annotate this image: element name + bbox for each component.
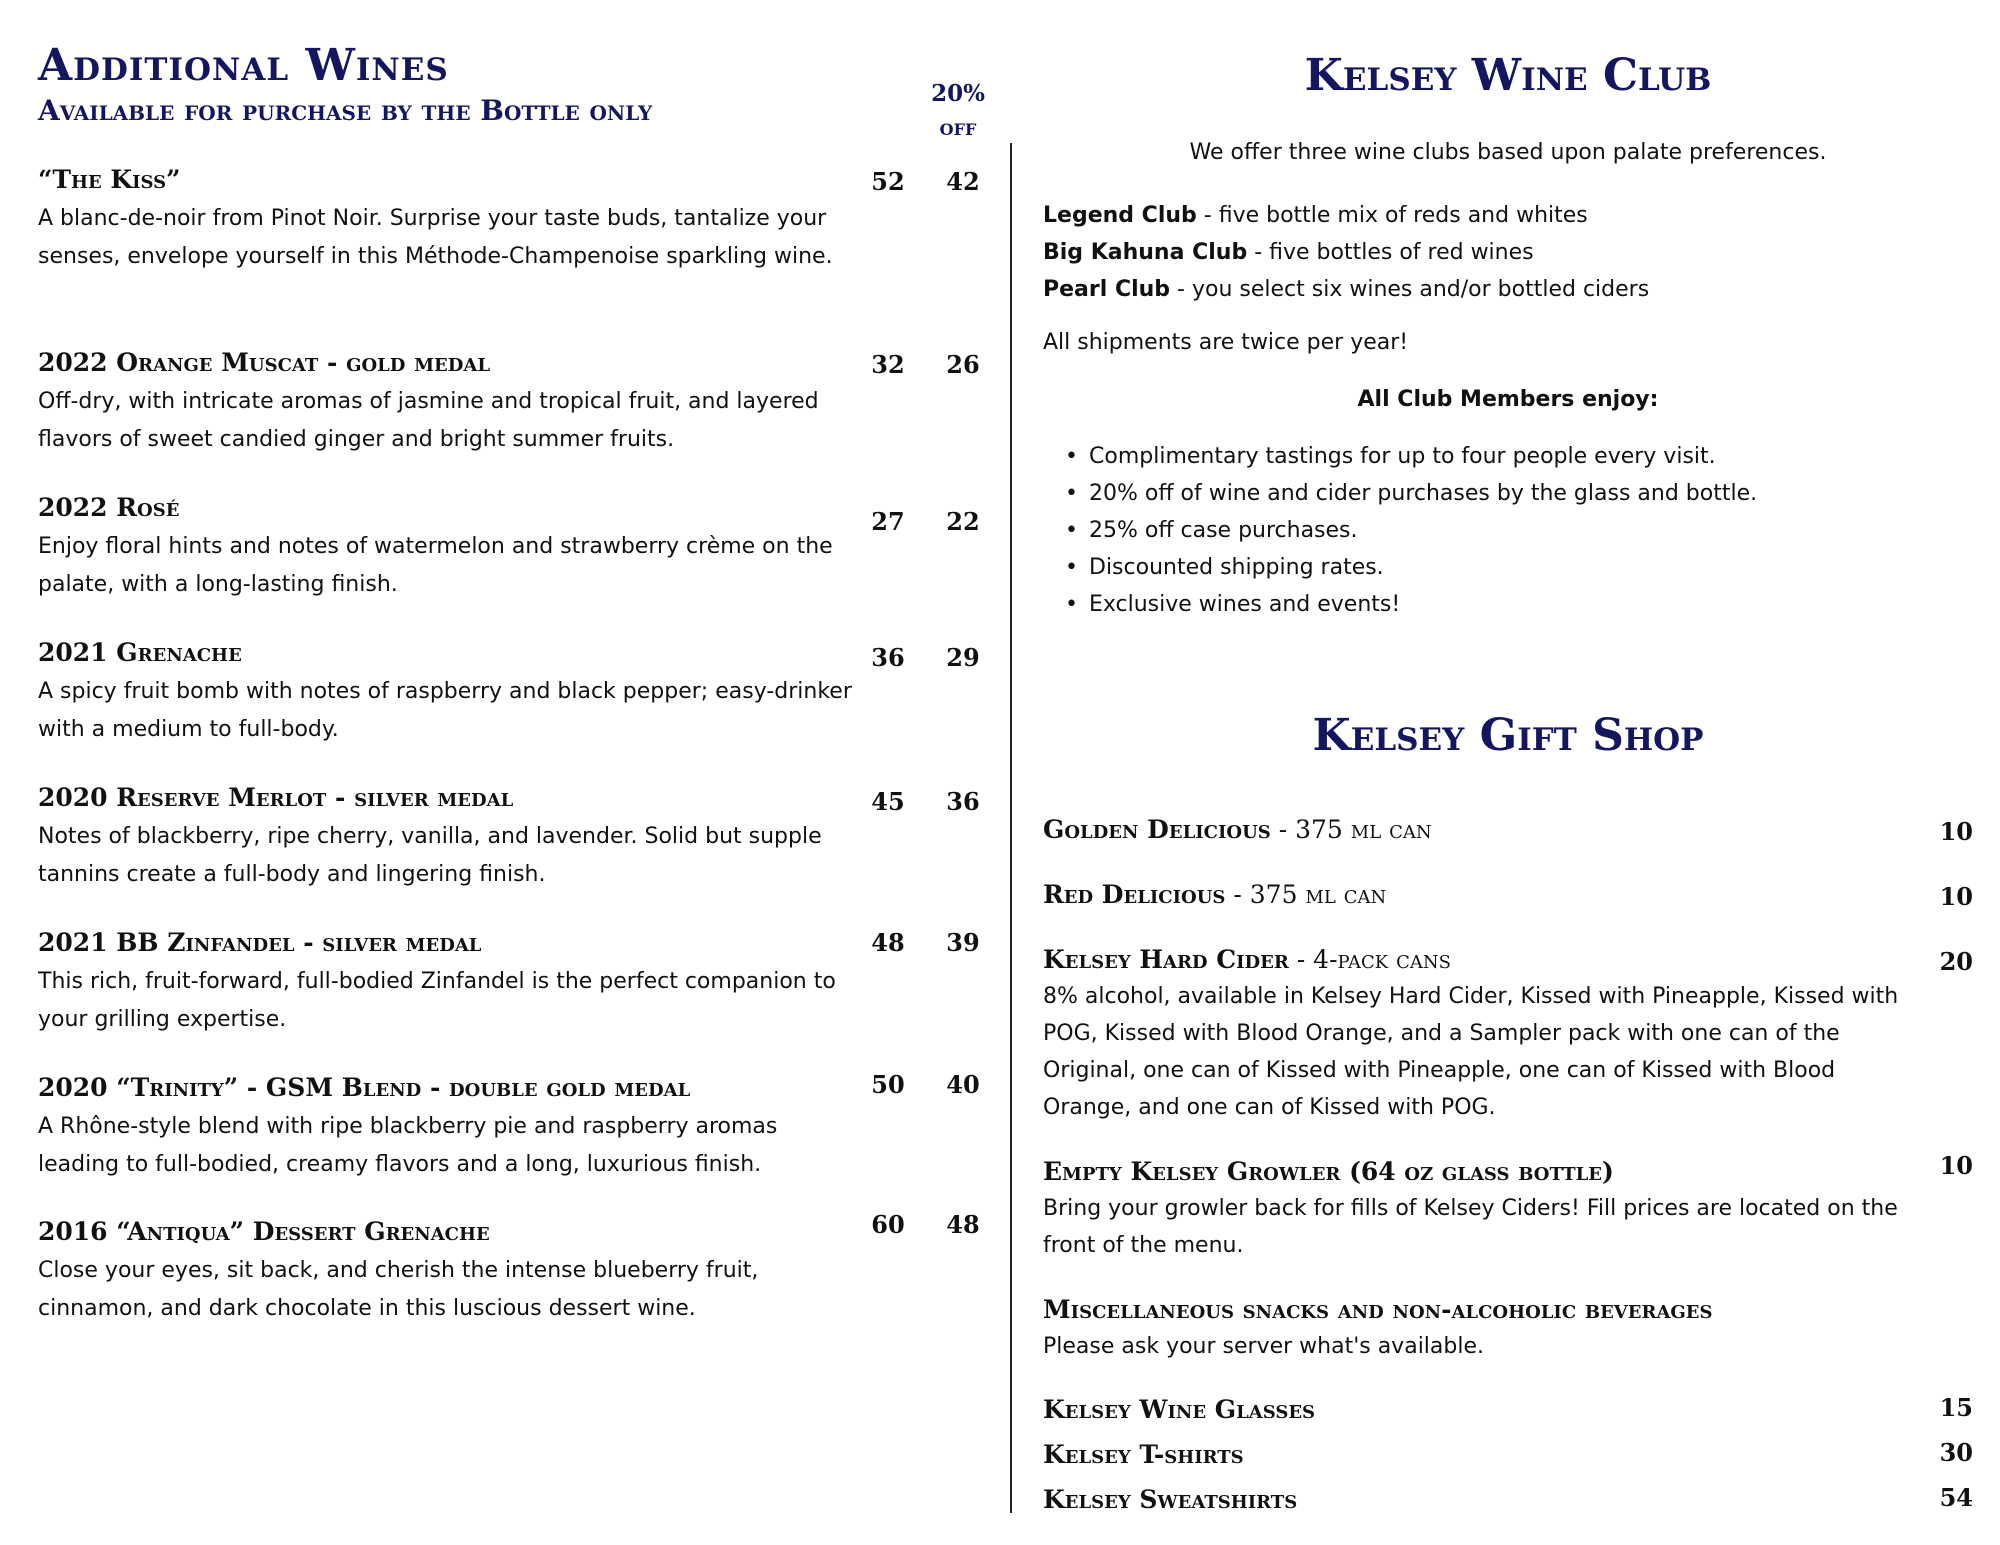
gift-item	[1043, 1295, 1973, 1365]
discount-header-percent: 20%	[931, 80, 985, 107]
benefit-item: • Exclusive wines and events!	[1089, 586, 1757, 623]
wine-club-intro: We offer three wine clubs based upon palate preferences.	[1189, 140, 1827, 165]
gift-item	[1043, 1440, 1973, 1469]
wine-item	[38, 638, 998, 749]
gift-item-name-line	[1043, 880, 1973, 909]
wine-description: This rich, fruit-forward, full-bodied Zinfandel is the perfect companion to your grilling expertise.	[38, 969, 836, 1032]
club-description: - five bottle mix of reds and whites	[1196, 203, 1588, 228]
wine-discount-price: 48	[946, 1210, 980, 1239]
gift-item	[1043, 1395, 1973, 1424]
wine-discount-price: 26	[946, 350, 980, 379]
gift-item-description: 8% alcohol, available in Kelsey Hard Cider, Kissed with Pineapple, Kissed with POG, Kissed with Blood Orange, and a Sampler pack with one can of the Original, one can of Kissed with Pineapple, one can of Kissed with Blood Orange, and one can of Kissed with POG.	[1043, 984, 1899, 1120]
wine-price: 32	[871, 350, 905, 379]
right-column	[1043, 40, 1973, 1530]
wine-price: 52	[871, 167, 905, 196]
wine-price: 50	[871, 1070, 905, 1099]
gift-item-name-line	[1043, 945, 1973, 974]
wine-description: A Rhône-style blend with ripe blackberry pie and raspberry aromas leading to full-bodied, creamy flavors and a long, luxurious finish.	[38, 1114, 778, 1177]
gift-item-name: Kelsey Wine Glasses	[1043, 1395, 1316, 1424]
wine-description: Notes of blackberry, ripe cherry, vanilla, and lavender. Solid but supple tannins create a full-body and lingering finish.	[38, 824, 822, 887]
gift-item-name: Empty Kelsey Growler (64 oz glass bottle)	[1043, 1157, 1614, 1186]
wine-name: 2022 Orange Muscat - gold medal	[38, 348, 490, 377]
wine-discount-price: 40	[946, 1070, 980, 1099]
wine-name: 2022 Rosé	[38, 493, 180, 522]
gift-item-sub: - 375 ml can	[1270, 815, 1432, 844]
gift-item-price: 15	[1939, 1393, 1973, 1422]
members-heading: All Club Members enjoy:	[1357, 387, 1659, 412]
gift-item-name: Kelsey Sweatshirts	[1043, 1485, 1298, 1514]
gift-item	[1043, 880, 1973, 909]
wine-description: A spicy fruit bomb with notes of raspberry and black pepper; easy-drinker with a medium to full-body.	[38, 679, 852, 742]
gift-item-name: Kelsey T-shirts	[1043, 1440, 1244, 1469]
wine-discount-price: 39	[946, 928, 980, 957]
wine-price: 48	[871, 928, 905, 957]
gift-item-name: Golden Delicious	[1043, 815, 1271, 844]
wine-name: “The Kiss”	[38, 165, 181, 194]
wine-discount-price: 29	[946, 643, 980, 672]
benefit-item: • Complimentary tastings for up to four people every visit.	[1089, 438, 1757, 475]
club-description: - you select six wines and/or bottled ciders	[1170, 277, 1650, 302]
club-item	[1043, 197, 1649, 234]
gift-item-price: 10	[1939, 817, 1973, 846]
gift-item-sub: - 375 ml can	[1225, 880, 1387, 909]
wine-name: 2020 Reserve Merlot - silver medal	[38, 783, 514, 812]
wine-club-title: Kelsey Wine Club	[1304, 50, 1712, 101]
discount-column-header	[918, 77, 998, 145]
gift-item-description: Bring your growler back for fills of Kelsey Ciders! Fill prices are located on the front of the menu.	[1043, 1196, 1898, 1258]
wine-item	[38, 1070, 998, 1184]
gift-item	[1043, 1485, 1973, 1514]
column-divider	[1010, 143, 1012, 1513]
club-name: Big Kahuna Club	[1043, 240, 1248, 265]
gift-item-price: 20	[1939, 947, 1973, 976]
benefit-item: • Discounted shipping rates.	[1089, 549, 1757, 586]
wine-price: 60	[871, 1210, 905, 1239]
wine-price: 27	[871, 507, 905, 536]
club-item	[1043, 234, 1649, 271]
discount-header-off: off	[939, 114, 977, 141]
gift-item	[1043, 1151, 1973, 1264]
club-item	[1043, 271, 1649, 308]
gift-item-description: Please ask your server what's available.	[1043, 1334, 1484, 1359]
benefit-item: • 20% off of wine and cider purchases by the glass and bottle.	[1089, 475, 1757, 512]
gift-item-price: 10	[1939, 1151, 1973, 1180]
wine-item	[38, 1210, 998, 1328]
gift-item-name: Miscellaneous snacks and non-alcoholic beverages	[1043, 1295, 1713, 1324]
gift-item-price: 54	[1939, 1483, 1973, 1512]
gift-item-price: 10	[1939, 882, 1973, 911]
additional-wines-section	[38, 40, 988, 1340]
wine-price: 45	[871, 787, 905, 816]
club-list	[1043, 197, 1649, 308]
wine-discount-price: 42	[946, 167, 980, 196]
wine-item	[38, 783, 998, 894]
wine-name: 2021 Grenache	[38, 638, 242, 667]
wine-discount-price: 36	[946, 787, 980, 816]
wine-description: A blanc-de-noir from Pinot Noir. Surprise your taste buds, tantalize your senses, envelope yourself in this Méthode-Champenoise sparkling wine.	[38, 206, 833, 269]
gift-item	[1043, 815, 1973, 844]
wine-name: 2021 BB Zinfandel - silver medal	[38, 928, 482, 957]
wine-name: 2016 “Antiqua” Dessert Grenache	[38, 1217, 490, 1246]
wine-description: Enjoy floral hints and notes of watermelon and strawberry crème on the palate, with a long-lasting finish.	[38, 534, 833, 597]
section-subtitle: Available for purchase by the Bottle only	[38, 94, 653, 127]
wine-discount-price: 22	[946, 507, 980, 536]
gift-item-name-line	[1043, 815, 1973, 844]
wine-description: Close your eyes, sit back, and cherish the intense blueberry fruit, cinnamon, and dark chocolate in this luscious dessert wine.	[38, 1258, 759, 1321]
wine-price: 36	[871, 643, 905, 672]
gift-item-name: Red Delicious	[1043, 880, 1226, 909]
benefits-list	[1089, 438, 1757, 623]
wine-item	[38, 165, 998, 276]
gift-shop-title: Kelsey Gift Shop	[1312, 710, 1704, 761]
club-name: Pearl Club	[1043, 277, 1171, 302]
wine-item	[38, 348, 998, 459]
wine-item	[38, 493, 998, 604]
club-description: - five bottles of red wines	[1247, 240, 1534, 265]
section-title: Additional Wines	[38, 40, 449, 91]
gift-item-price: 30	[1939, 1438, 1973, 1467]
gift-item-sub: - 4-pack cans	[1288, 945, 1452, 974]
benefit-item: • 25% off case purchases.	[1089, 512, 1757, 549]
wine-item	[38, 928, 998, 1039]
club-name: Legend Club	[1043, 203, 1197, 228]
wine-name: 2020 “Trinity” - GSM Blend - double gold medal	[38, 1073, 691, 1102]
shipments-note: All shipments are twice per year!	[1043, 330, 1409, 355]
gift-item	[1043, 945, 1973, 1126]
wine-description: Off-dry, with intricate aromas of jasmine and tropical fruit, and layered flavors of sweet candied ginger and bright summer fruits.	[38, 389, 819, 452]
gift-item-name: Kelsey Hard Cider	[1043, 945, 1289, 974]
